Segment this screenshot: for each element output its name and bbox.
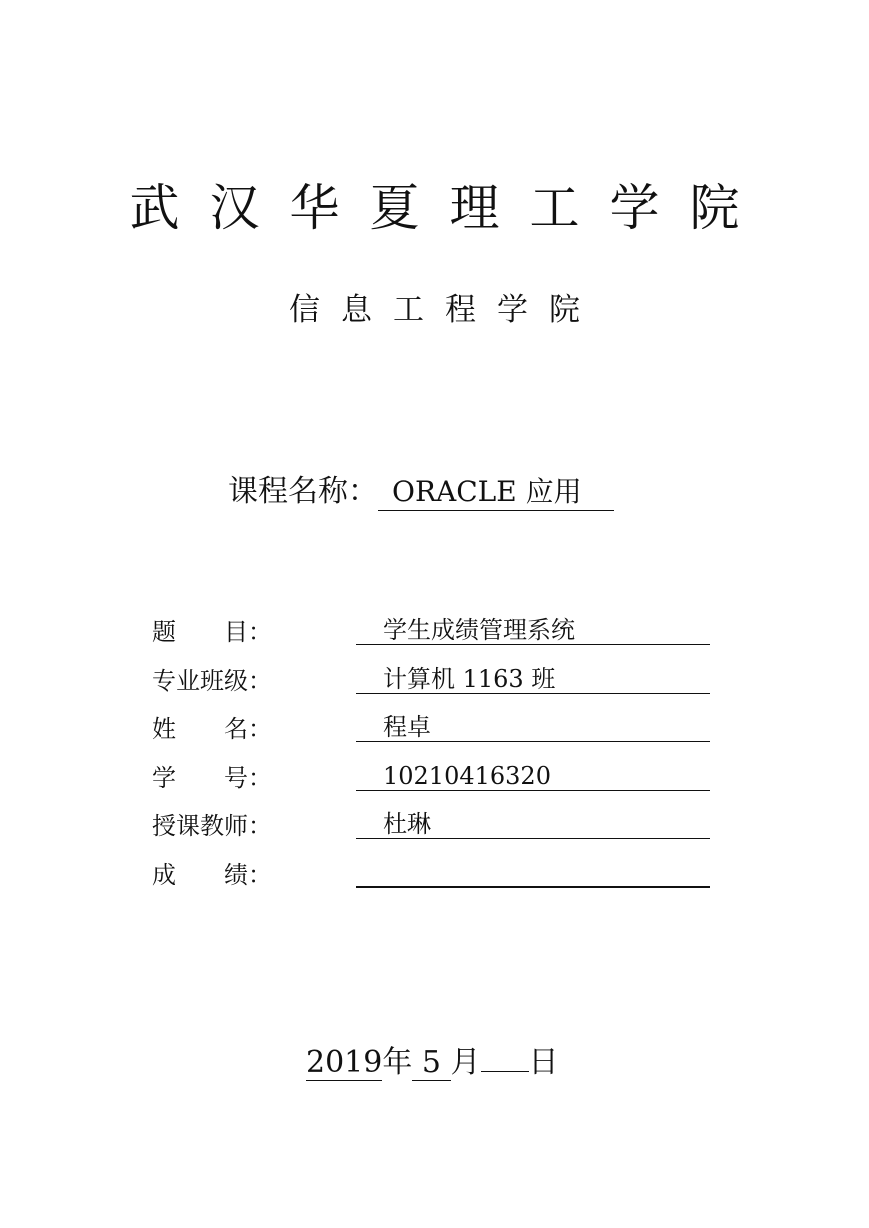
field-label-class: 专业班级： bbox=[152, 666, 272, 695]
date-month-unit: 月 bbox=[450, 1045, 481, 1080]
field-row-class bbox=[152, 661, 712, 710]
field-row-grade bbox=[152, 855, 712, 904]
date-line bbox=[306, 1041, 559, 1083]
field-row-student-id bbox=[152, 758, 712, 807]
field-value-class: 计算机 1163 班 bbox=[356, 661, 710, 694]
field-value-grade bbox=[356, 855, 710, 888]
date-year-unit: 年 bbox=[382, 1045, 413, 1080]
date-day-blank bbox=[481, 1041, 529, 1072]
date-month: 5 bbox=[412, 1046, 450, 1081]
field-label-name: 姓 名： bbox=[152, 715, 272, 744]
field-value-teacher: 杜琳 bbox=[356, 806, 710, 839]
info-fields bbox=[152, 612, 712, 904]
field-value-name: 程卓 bbox=[356, 709, 710, 742]
school-title: 信息工程学院 bbox=[289, 292, 601, 328]
course-name-line bbox=[228, 472, 614, 512]
field-value-topic: 学生成绩管理系统 bbox=[356, 612, 710, 645]
university-title: 武汉华夏理工学院 bbox=[129, 179, 770, 237]
field-value-student-id: 10210416320 bbox=[356, 758, 710, 791]
field-label-teacher: 授课教师： bbox=[152, 812, 272, 841]
field-label-student-id: 学 号： bbox=[152, 763, 272, 792]
field-label-grade: 成 绩： bbox=[152, 860, 272, 889]
course-label: 课程名称： bbox=[228, 474, 378, 509]
field-label-topic: 题 目： bbox=[152, 618, 272, 646]
date-year: 2019 bbox=[306, 1045, 383, 1080]
field-row-topic bbox=[152, 612, 712, 661]
course-value: ORACLE 应用 bbox=[378, 474, 614, 511]
date-day-unit: 日 bbox=[528, 1045, 559, 1080]
field-row-name bbox=[152, 709, 712, 758]
field-row-teacher bbox=[152, 806, 712, 855]
